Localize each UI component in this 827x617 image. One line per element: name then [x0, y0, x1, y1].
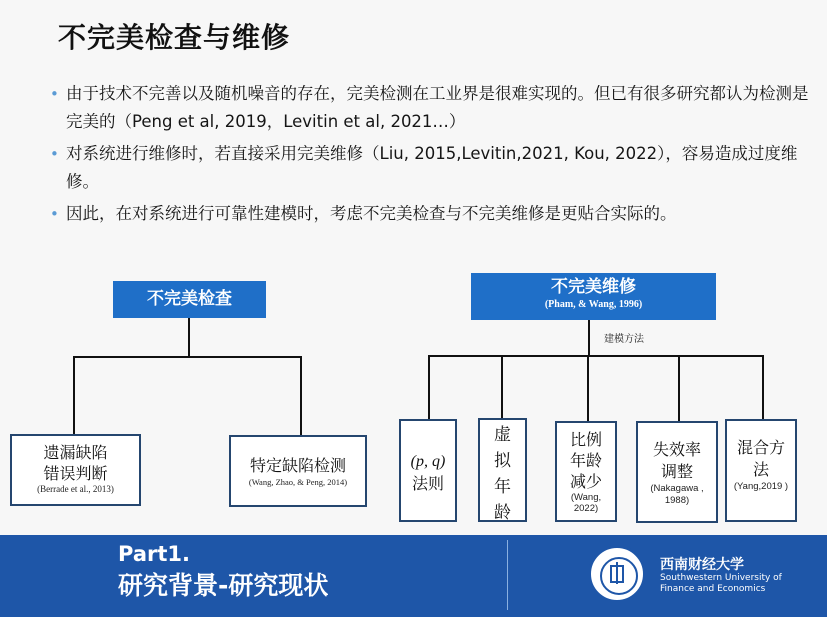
connector — [73, 356, 75, 434]
failure-rate-cite: (Nakagawa , 1988) — [650, 483, 704, 506]
hybrid-method-cite: (Yang,2019 ) — [733, 481, 789, 492]
failure-rate-label1: 失效率 — [652, 440, 701, 459]
university-name-cn: 西南财经大学 — [660, 557, 744, 573]
virtual-age-char3: 年 — [494, 477, 511, 497]
proportional-age-box — [555, 421, 617, 522]
bullet-item: • 对系统进行维修时，若直接采用完美维修（Liu, 2015,Levitin,2021, Kou, 2022），容易造成过度维修。 — [50, 140, 810, 196]
specific-defect-box — [229, 435, 367, 507]
connector — [588, 320, 590, 356]
specific-defect-cite: (Wang, Zhao, & Peng, 2014) — [248, 477, 348, 487]
proportional-age-label2: 年龄 — [569, 451, 602, 470]
missed-defect-label2: 错误判断 — [43, 464, 108, 483]
bullet-item: • 因此，在对系统进行可靠性建模时，考虑不完美检查与不完美维修是更贴合实际的。 — [50, 200, 810, 228]
university-name-en-line2: Finance and Economics — [660, 584, 766, 594]
connector — [188, 318, 190, 356]
hybrid-method-box — [725, 419, 797, 522]
pq-rule-label2: 法则 — [411, 474, 444, 493]
proportional-age-label3: 减少 — [569, 472, 602, 491]
virtual-age-char2: 拟 — [494, 451, 511, 471]
university-logo-icon — [588, 545, 646, 603]
connector — [587, 355, 589, 421]
connector — [428, 355, 764, 357]
imperfect-inspection-header — [113, 281, 266, 318]
imperfect-inspection-label: 不完美检查 — [147, 289, 232, 309]
slide-title: 不完美检查与维修 — [58, 21, 291, 54]
connector — [762, 355, 764, 419]
section-subtitle: 研究背景-研究现状 — [118, 571, 329, 600]
university-name-en-line1: Southwestern University of — [660, 573, 782, 583]
connector — [300, 356, 302, 435]
connector — [501, 355, 503, 418]
pq-rule-label1: (p, q) — [410, 453, 446, 470]
proportional-age-label1: 比例 — [569, 430, 602, 449]
missed-defect-cite: (Berrade et al., 2013) — [37, 484, 114, 494]
connector — [428, 355, 430, 419]
failure-rate-label2: 调整 — [660, 462, 693, 481]
connector — [73, 356, 302, 358]
university-name-en — [660, 573, 800, 595]
imperfect-maintenance-label: 不完美维修 — [551, 277, 636, 297]
failure-rate-box — [636, 421, 718, 523]
missed-defect-box — [10, 434, 141, 506]
footer-divider — [507, 540, 508, 610]
modeling-method-label: 建模方法 — [604, 334, 644, 345]
pq-rule-box — [399, 419, 457, 522]
imperfect-maintenance-header — [471, 273, 716, 320]
proportional-age-cite: (Wang, 2022) — [570, 492, 602, 514]
hybrid-method-label2: 法 — [752, 460, 769, 479]
imperfect-maintenance-cite: (Pham, & Wang, 1996) — [544, 299, 643, 310]
virtual-age-box — [478, 418, 527, 522]
virtual-age-char1: 虚 — [494, 425, 511, 445]
hybrid-method-label1: 混合方 — [736, 438, 785, 457]
bullet-item: • 由于技术不完善以及随机噪音的存在，完美检测在工业界是很难实现的。但已有很多研究都认为检测是完美的（Peng et al, 2019，Levitin et al, 2021…） — [50, 80, 810, 136]
specific-defect-label: 特定缺陷检测 — [249, 456, 346, 475]
virtual-age-char4: 龄 — [494, 503, 511, 523]
part-label: Part1. — [118, 542, 190, 566]
missed-defect-label1: 遗漏缺陷 — [43, 443, 108, 462]
logo-emblem-icon — [591, 548, 643, 600]
bullet-list — [50, 80, 810, 232]
connector — [678, 355, 680, 421]
